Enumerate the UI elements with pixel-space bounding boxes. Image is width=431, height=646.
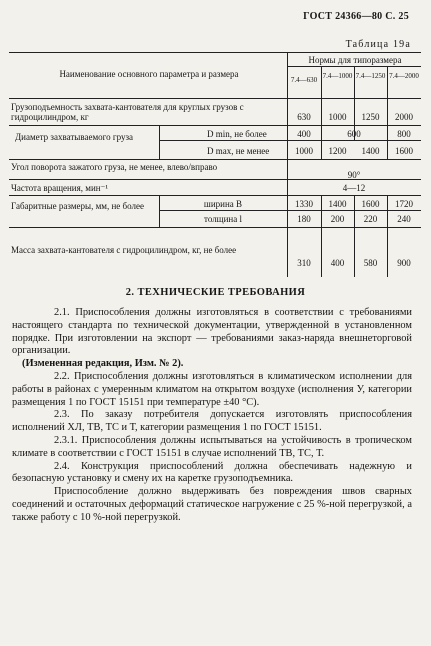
param-column-header: Наименование основного параметра и размера bbox=[59, 69, 239, 79]
capacity-value: 1000 bbox=[328, 112, 347, 122]
mass-value: 580 bbox=[363, 258, 378, 268]
thickness-label: толщина l bbox=[204, 214, 242, 224]
dmin-value: 600 bbox=[347, 129, 361, 139]
paragraph-2-3: 2.3. По заказу потребителя допускается изготовлять приспособления исполнений ХЛ, ТВ, ТС и Т, категории размещения 1 по ГОСТ 15151. bbox=[12, 409, 412, 434]
dimensions-label: Габаритные размеры, мм, не более bbox=[11, 201, 144, 211]
paragraph-2-3-1: 2.3.1. Приспособления должны испытываться на устойчивость в тропическом климате в соответствии с ГОСТ 15151 в случае исполнений ТВ, ТС, Т. bbox=[12, 434, 412, 459]
dmin-label: D min, не более bbox=[207, 129, 267, 139]
diameter-label: Диаметр захватываемого груза bbox=[15, 132, 134, 142]
thickness-value: 200 bbox=[330, 214, 345, 224]
paragraph-2-2: 2.2. Приспособления должны изготовляться в климатическом исполнении для работы в районах с умеренным климатом на открытом воздухе (исполнения У, категории размещения 1 по ГОСТ 15151 при температуре ±40 °С). bbox=[12, 370, 412, 408]
size-header: 7.4—1000 bbox=[322, 72, 353, 80]
size-header: 7.4—2000 bbox=[389, 72, 419, 80]
size-header: 7.4—630 bbox=[290, 76, 318, 84]
width-value: 1720 bbox=[395, 199, 413, 209]
size-header: 7.4—1250 bbox=[355, 72, 386, 80]
width-value: 1400 bbox=[328, 199, 347, 209]
mass-value: 310 bbox=[297, 258, 311, 268]
thickness-value: 240 bbox=[397, 214, 411, 224]
width-value: 1330 bbox=[295, 199, 313, 209]
width-label: ширина B bbox=[203, 199, 243, 209]
mass-value: 900 bbox=[397, 258, 411, 268]
capacity-value: 2000 bbox=[395, 112, 413, 122]
dmax-value: 1600 bbox=[395, 146, 413, 156]
parameters-table bbox=[9, 52, 421, 277]
capacity-value: 1250 bbox=[361, 112, 380, 122]
dmin-value: 400 bbox=[297, 129, 311, 139]
width-value: 1600 bbox=[361, 199, 380, 209]
thickness-value: 180 bbox=[297, 214, 311, 224]
dmin-value: 800 bbox=[397, 129, 411, 139]
paragraph-2-1: 2.1. Приспособления должны изготовляться в соответствии с требованиями настоящего стандарта по технической документации, утвержденной в установленном порядке. При изготовлении на экспорт — требованиями заказ-наряда внешнеторговой организации. bbox=[12, 307, 412, 357]
dmax-label: D max, не менее bbox=[207, 146, 270, 156]
frequency-label: Частота вращения, мин⁻¹ bbox=[11, 183, 109, 193]
dmax-value: 1200 bbox=[328, 146, 347, 156]
paragraph-2-4: 2.4. Конструкция приспособлений должна обеспечивать надежную и безопасную установку и смену их на каретке грузоподъемника. bbox=[12, 460, 412, 485]
amendment-note: (Измененная редакция, Изм. № 2). bbox=[22, 358, 184, 370]
requirements-text bbox=[12, 307, 412, 525]
table-caption: Таблица 19а bbox=[345, 39, 411, 50]
angle-value: 90° bbox=[347, 170, 361, 180]
capacity-value: 630 bbox=[297, 112, 311, 122]
mass-value: 400 bbox=[330, 258, 345, 268]
dmax-value: 1400 bbox=[361, 146, 380, 156]
capacity-label: Грузоподъемность захвата-кантователя для круглых грузов с гидроцилиндром, кг bbox=[11, 102, 244, 122]
thickness-value: 220 bbox=[363, 214, 378, 224]
mass-label: Масса захвата-кантователя с гидроцилиндром, кг, не более bbox=[11, 245, 237, 255]
norms-column-header: Нормы для типоразмера bbox=[308, 55, 402, 65]
angle-label: Угол поворота зажатого груза, не менее, влево/вправо bbox=[11, 162, 218, 172]
dmax-value: 1000 bbox=[295, 146, 313, 156]
page-header: ГОСТ 24366—80 С. 25 bbox=[303, 11, 409, 22]
frequency-value: 4—12 bbox=[342, 183, 366, 193]
section-title: 2. ТЕХНИЧЕСКИЕ ТРЕБОВАНИЯ bbox=[125, 287, 306, 298]
paragraph-load: Приспособление должно выдерживать без повреждения швов сварных соединений и остаточных деформаций статическое нагружение с 25 %-ной перегрузкой, а также работу с 10 %-ной перегрузкой. bbox=[12, 486, 412, 523]
